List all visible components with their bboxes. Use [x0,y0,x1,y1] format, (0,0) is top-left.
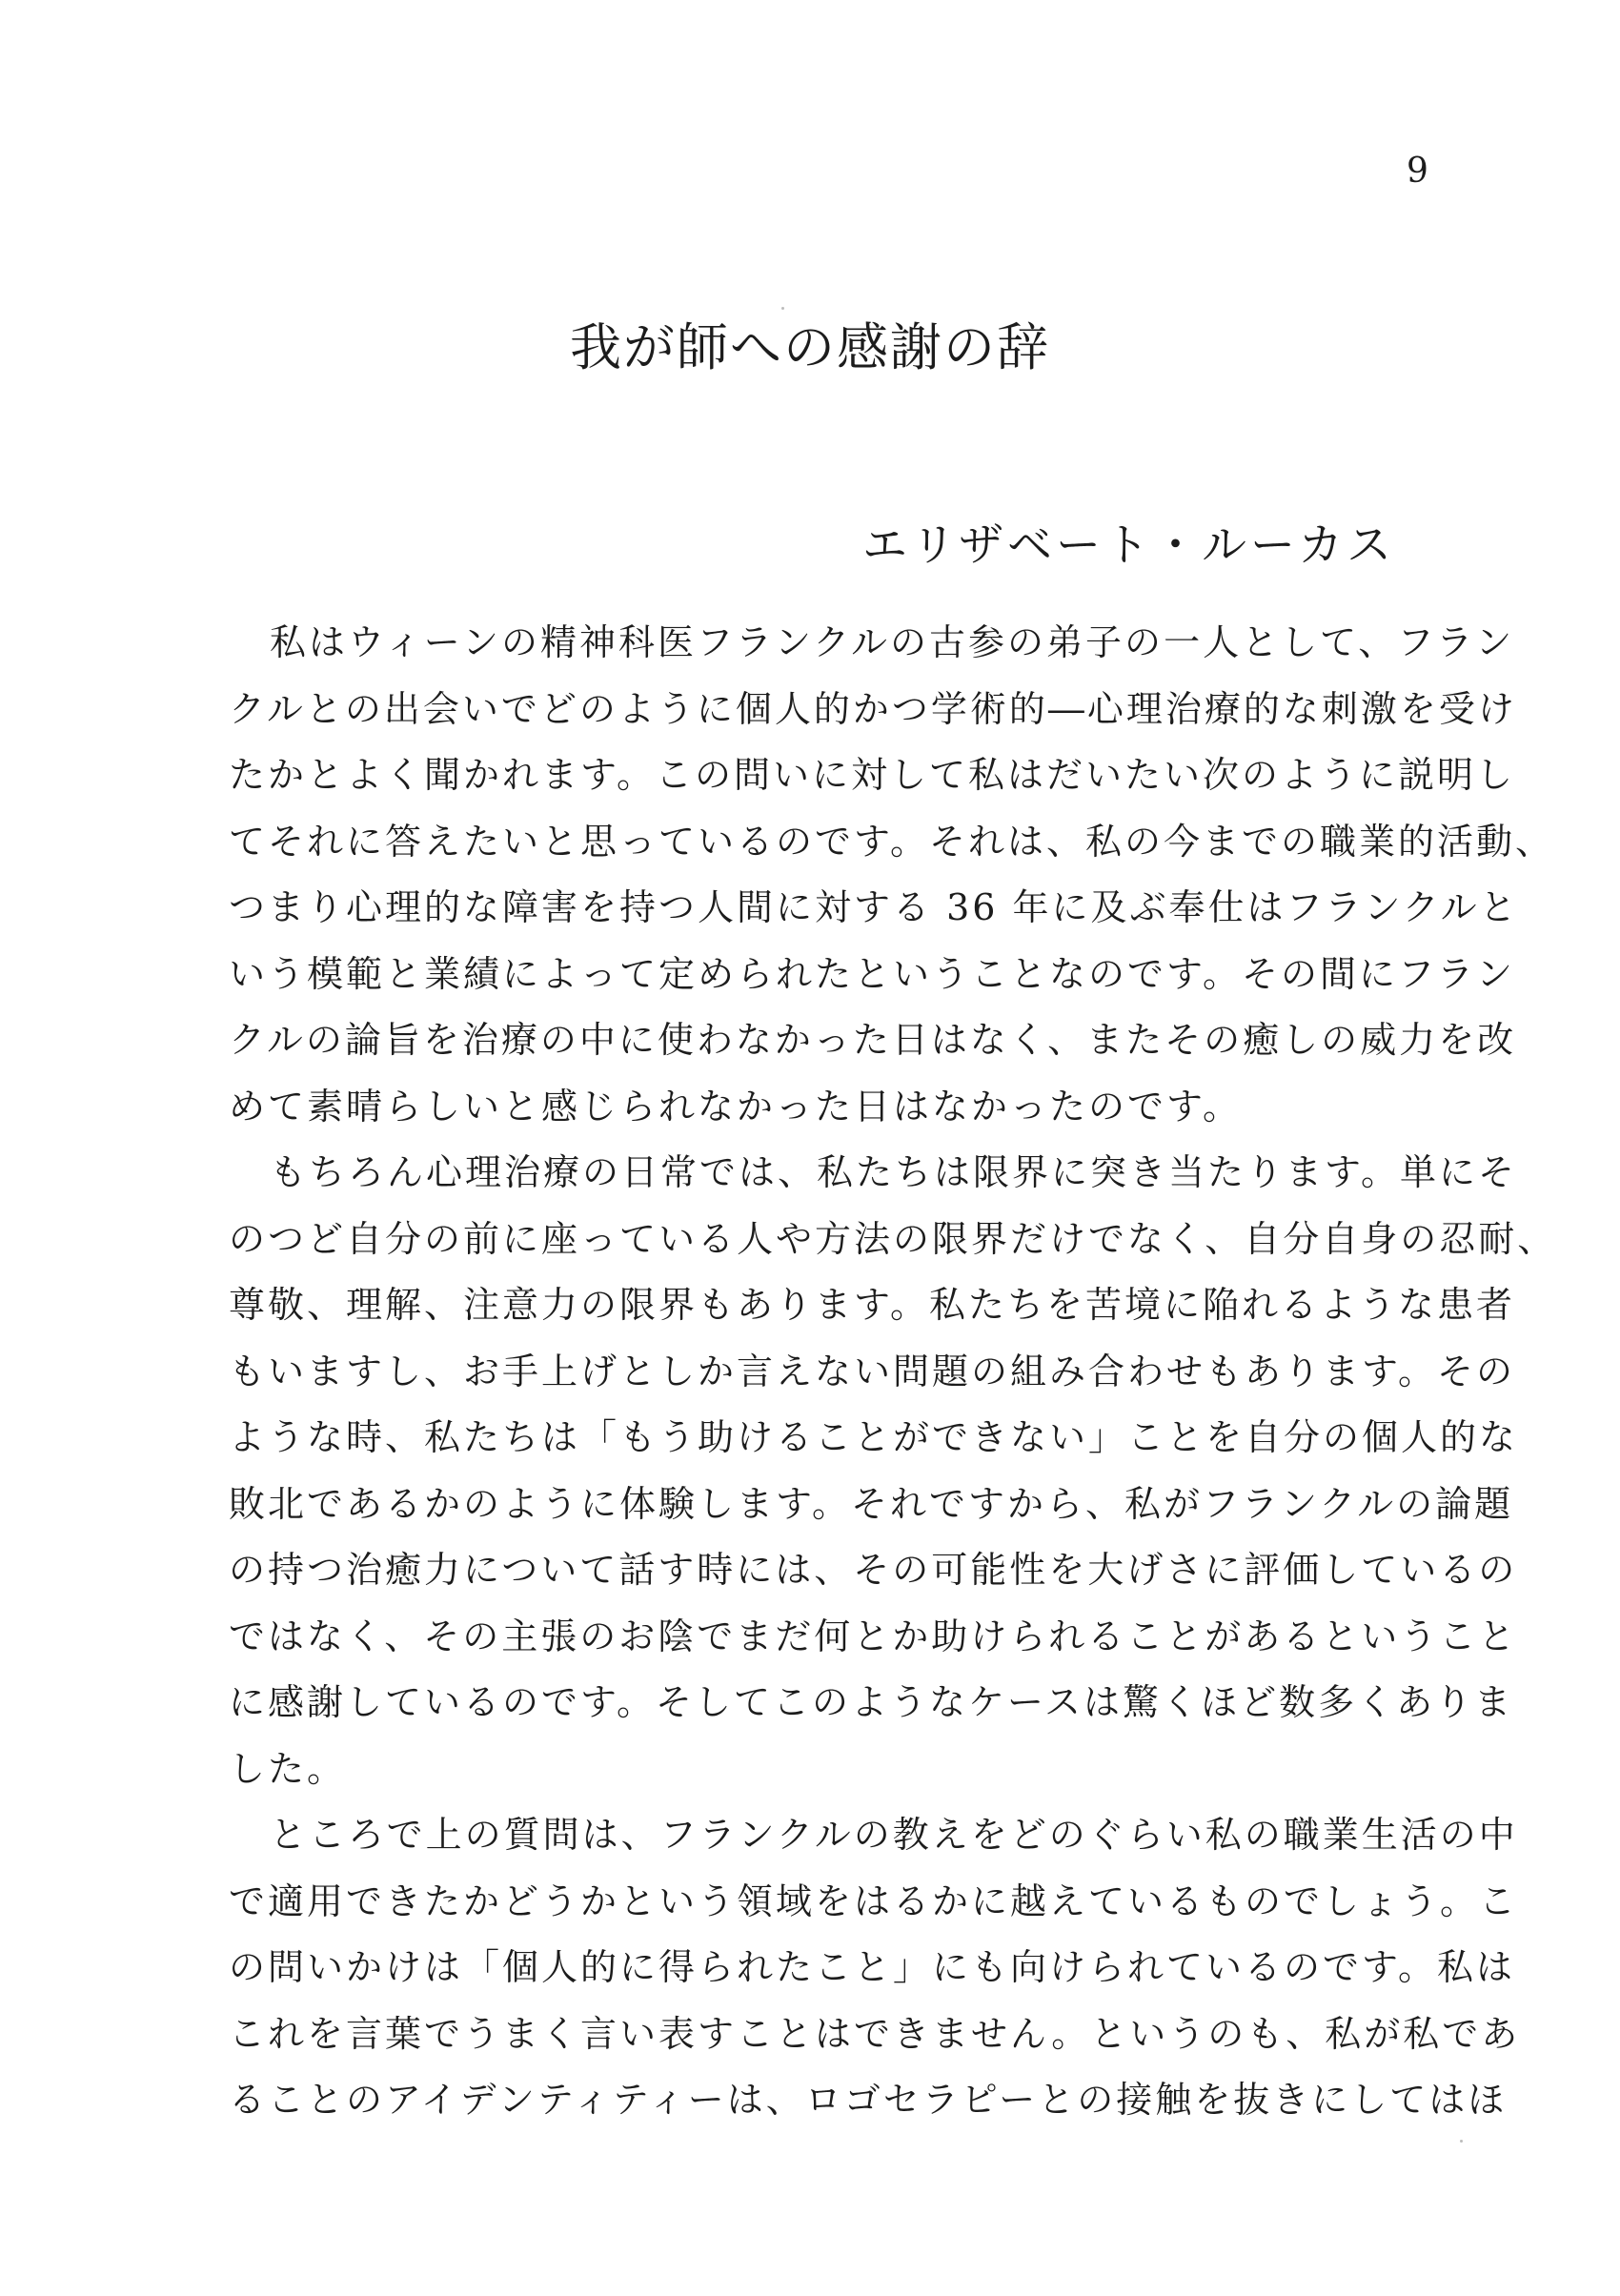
paragraph-1-line: クルの論旨を治療の中に使わなかった日はなく、またその癒しの威力を改 [229,1019,1517,1061]
paragraph-1-line: めて素晴らしいと感じられなかった日はなかったのです。 [229,1085,1242,1128]
paragraph-1-line: クルとの出会いでどのように個人的かつ学術的―心理治療的な刺激を受け [229,687,1517,730]
paragraph-2-line: もいますし、お手上げとしか言えない問題の組み合わせもあります。その [229,1350,1515,1392]
paragraph-2-line: ではなく、その主張のお陰でまだ何とか助けられることがあるということ [229,1615,1518,1657]
paragraph-2-line: に感謝しているのです。そしてこのようなケースは驚くほど数多くありま [229,1681,1514,1723]
paragraph-1-line: いう模範と業績によって定められたということなのです。その間にフラン [229,952,1515,995]
paragraph-2-line: もちろん心理治療の日常では、私たちは限界に突き当たります。単にそ [270,1151,1517,1193]
paragraph-1-line: たかとよく聞かれます。この問いに対して私はだいたい次のように説明し [229,754,1515,796]
paragraph-2-line: した。 [229,1747,347,1790]
paragraph-2-line: の持つ治癒力について話す時には、その可能性を大げさに評価しているの [229,1549,1518,1591]
paragraph-2-line: 敗北であるかのように体験します。それですから、私がフランクルの論題 [229,1482,1514,1525]
author-name: エリザベート・ルーカス [862,519,1396,572]
paragraph-3-line: ところで上の質問は、フランクルの教えをどのぐらい私の職業生活の中 [270,1814,1518,1856]
paragraph-2-line: ような時、私たちは「もう助けることができない」ことを自分の個人的な [229,1416,1519,1458]
body-text [229,610,1557,2134]
page-number: 9 [1407,152,1428,191]
paragraph-3-line: で適用できたかどうかという領域をはるかに越えているものでしょう。こ [229,1879,1519,1922]
paragraph-1-line: 私はウィーンの精神科医フランクルの古参の弟子の一人として、フラン [270,621,1515,663]
scan-speck [781,307,784,310]
scan-speck [1460,2140,1463,2143]
paragraph-3-line: ることのアイデンティティーは、ロゴセラピーとの接触を抜きにしてはほ [229,2079,1508,2121]
paragraph-1-line: つまり心理的な障害を持つ人間に対する 36 年に及ぶ奉仕はフランクルと [229,886,1519,928]
chapter-title: 我が師への感謝の辞 [570,317,1050,377]
paragraph-1-line: てそれに答えたいと思っているのです。それは、私の今までの職業的活動、 [229,820,1554,863]
paragraph-3-line: これを言葉でうまく言い表すことはできません。というのも、私が私であ [229,2012,1521,2055]
paragraph-2-line: 尊敬、理解、注意力の限界もあります。私たちを苦境に陥れるような患者 [229,1284,1515,1326]
paragraph-3-line: の問いかけは「個人的に得られたこと」にも向けられているのです。私は [229,1946,1515,1988]
paragraph-2-line: のつど自分の前に座っている人や方法の限界だけでなく、自分自身の忍耐、 [229,1217,1557,1260]
